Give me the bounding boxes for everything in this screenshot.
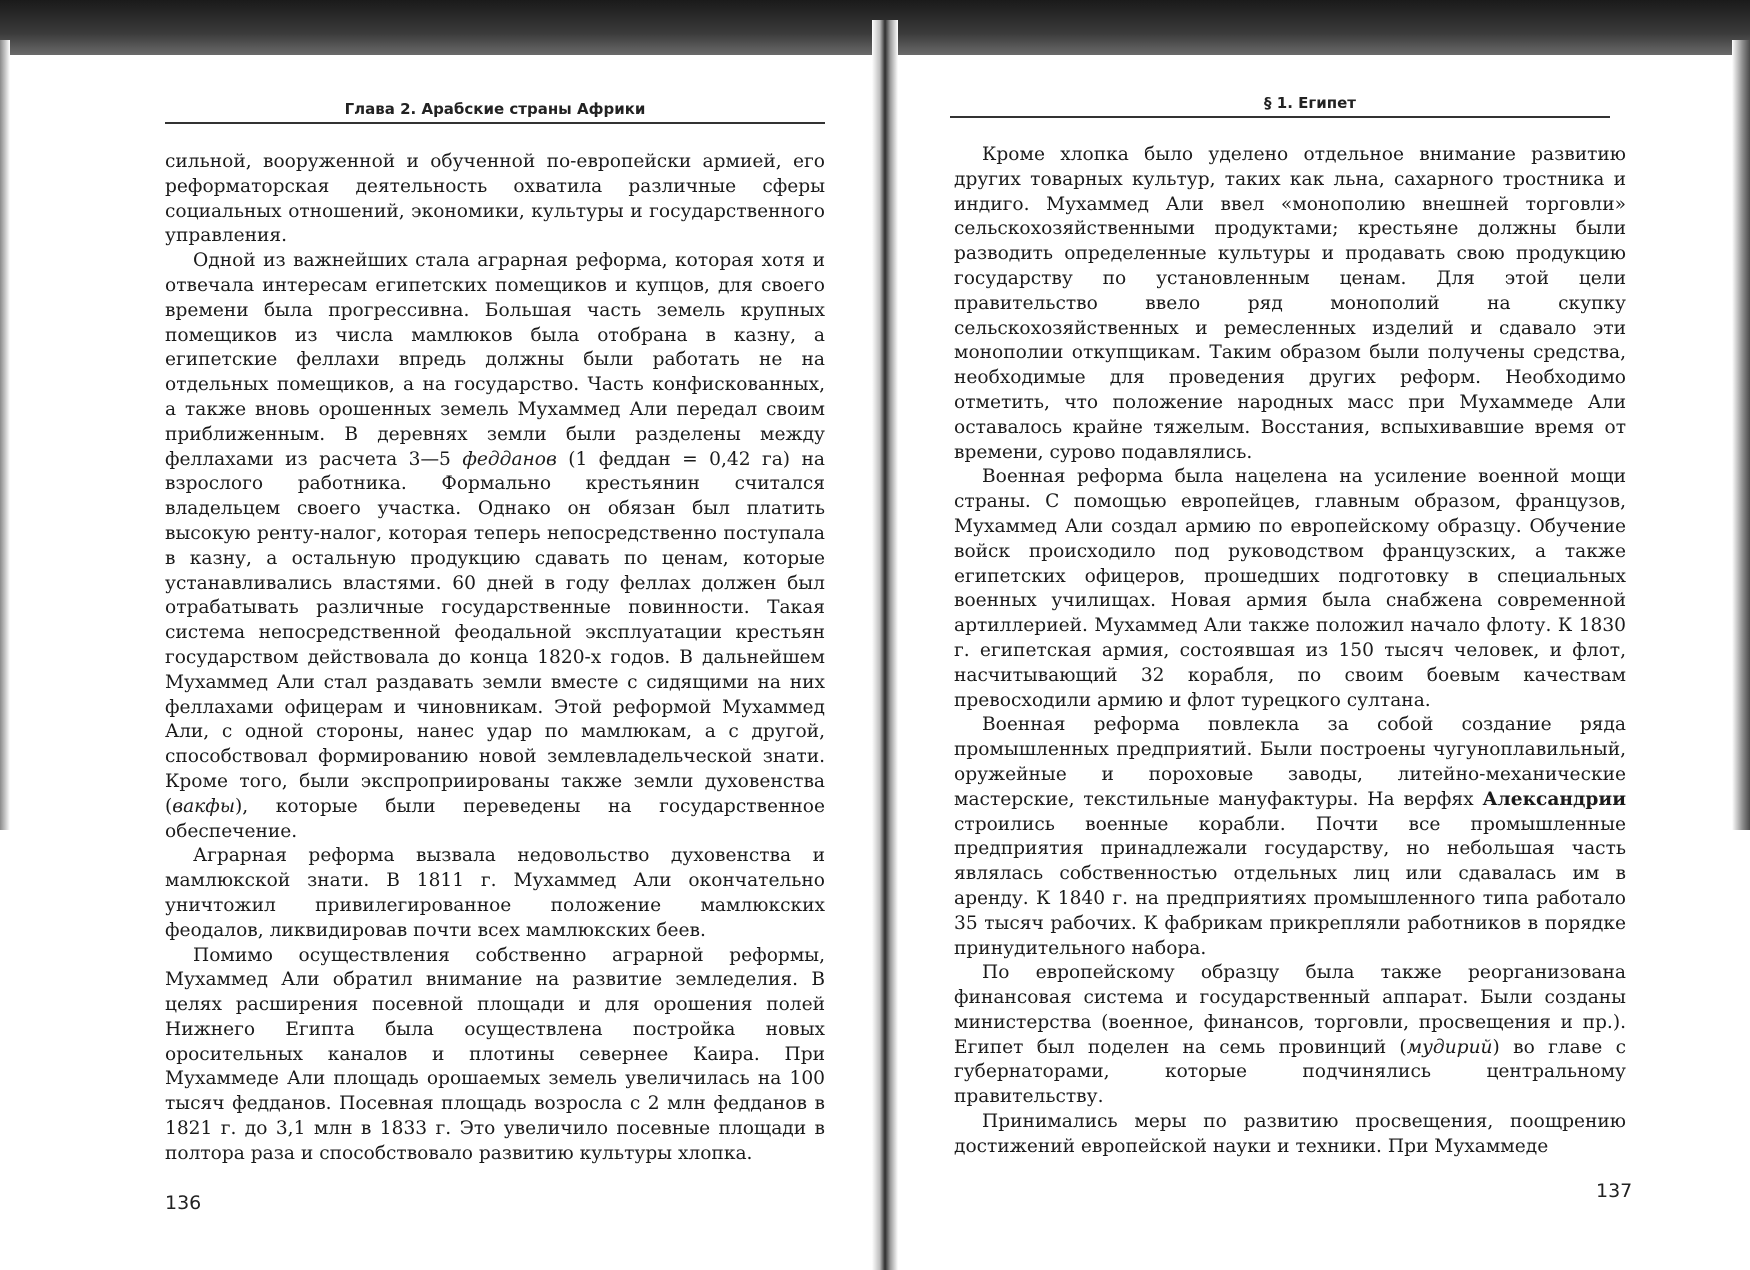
paragraph-text: Военная реформа повлекла за собой создание ряда промышленных предприятий. Были построены чугуноплавильный, оружейные и пороховые заводы, литейно-механические мастерские, текстильные мануфактуры. На верфях	[954, 714, 1626, 810]
header-rule	[165, 122, 825, 124]
paragraph-text: строились военные корабли. Почти все промышленные предприятия принадлежали государству, но небольшая часть являлась собственностью отдельных лиц или сдавалась им в аренду. К 1840 г. на предприятиях промышленного типа работало 35 тысяч рабочих. К фабрикам прикрепляли работников в порядке принудительного набора.	[954, 813, 1626, 959]
paragraph: Помимо осуществления собственно аграрной реформы, Мухаммед Али обратил внимание на развитие земледелия. В целях расширения посевной площади и для орошения полей Нижнего Египта была осуществлена постройка новых оросительных каналов и плотины севернее Каира. При Мухаммеде Али площадь орошаемых земель увеличилась на 100 тысяч федданов. Посевная площадь возросла с 2 млн федданов в 1821 г. до 3,1 млн в 1833 г. Это увеличило посевные площади в полтора раза и способствовало развитию культуры хлопка.	[165, 944, 825, 1164]
right-page	[898, 0, 1732, 1270]
italic-term: федданов	[462, 448, 557, 470]
paragraph-text: (1 феддан = 0,42 га) на взрослого работника. Формально крестьянин считался владельцем своего участка. Однако он обязан был платить высокую ренту-налог, которая теперь непосредственно поступала в казну, а остальную продукцию сдавать по ценам, которые устанавливались властями. 60 дней в году феллах должен был отрабатывать различные государственные повинности. Такая система непосредственной феодальной эксплуатации крестьян государством действовала до конца 1820-х годов. В дальнейшем Мухаммед Али стал раздавать земли вместе с сидящими на них феллахами офицерам и чиновникам. Этой реформой Мухаммед Али, с одной стороны, нанес удар по мамлюкам, а с другой, способствовал формированию новой землевладельческой знати. Кроме того, были экспроприированы также земли духовенства (	[165, 448, 825, 817]
bold-term: Александрии	[1482, 788, 1626, 810]
page-number: 137	[1596, 1180, 1633, 1202]
right-text-column	[954, 143, 1626, 1160]
paragraph-text: Одной из важнейших стала аграрная реформа, которая хотя и отвечала интересам египетских помещиков и купцов, для своего времени была прогрессивна. Большая часть земель крупных помещиков из числа мамлюков была отобрана в казну, а египетские феллахи впредь должны были работать не на отдельных помещиков, а на государство. Часть конфискованных, а также вновь орошенных земель Мухаммед Али передал своим приближенным. В деревнях земли были разделены между феллахами из расчета 3—5	[165, 250, 825, 470]
running-head-section: § 1. Египет	[1264, 94, 1356, 112]
italic-term: вакфы	[172, 795, 235, 817]
running-head-chapter: Глава 2. Арабские страны Африки	[344, 100, 646, 118]
paragraph-text: По европейскому образцу была также реорганизована финансовая система и государственный аппарат. Были созданы министерства (военное, финансов, торговли, просвещения и пр.). Египет был поделен на семь провинций (	[954, 962, 1626, 1058]
left-text-column	[165, 150, 825, 1167]
header-rule	[950, 116, 1610, 118]
paragraph: сильной, вооруженной и обученной по-европейски армией, его реформаторская деятельность охватила различные сферы социальных отношений, экономики, культуры и государственного управления.	[165, 151, 825, 247]
paragraph-text: ) во главе с губернаторами, которые подчинялись центральному правительству.	[954, 1036, 1626, 1108]
page-number: 136	[165, 1192, 202, 1214]
paragraph: Аграрная реформа вызвала недовольство духовенства и мамлюкской знати. В 1811 г. Мухаммед Али окончательно уничтожил привилегированное положение мамлюкских феодалов, ликвидировав почти всех мамлюкских беев.	[165, 845, 825, 941]
book-spine-shadow	[872, 20, 898, 1270]
paragraph-text: ), которые были переведены на государственное обеспечение.	[165, 795, 825, 842]
paragraph: Принимались меры по развитию просвещения, поощрению достижений европейской науки и техники. При Мухаммеде	[954, 1111, 1626, 1157]
scan-right-edge	[1732, 40, 1750, 830]
paragraph-agrarian-reform	[165, 249, 825, 844]
paragraph-finance	[954, 961, 1626, 1110]
left-page	[0, 0, 872, 1270]
paragraph: Военная реформа была нацелена на усиление военной мощи страны. С помощью европейцев, главным образом, французов, Мухаммед Али создал армию по европейскому образцу. Обучение войск происходило под руководством французских, а также египетских офицеров, прошедших подготовку в специальных военных училищах. Новая армия была снабжена современной артиллерией. Мухаммед Али также положил начало флоту. К 1830 г. египетская армия, состоявшая из 150 тысяч человек, и флот, насчитывающий 32 корабля, по своим боевым качествам превосходили армию и флот турецкого султана.	[954, 466, 1626, 711]
paragraph: Кроме хлопка было уделено отдельное внимание развитию других товарных культур, таких как льна, сахарного тростника и индиго. Мухаммед Али ввел «монополию внешней торговли» сельскохозяйственными продуктами; крестьяне должны были разводить определенные культуры и продавать свою продукцию государству по установленным ценам. Для этой цели правительство ввело ряд монополий на скупку сельскохозяйственных и ремесленных изделий и сдавало эти монополии откупщикам. Таким образом были получены средства, необходимые для проведения других реформ. Необходимо отметить, что положение народных масс при Мухаммеде Али оставалось крайне тяжелым. Восстания, вспыхивавшие время от времени, сурово подавлялись.	[954, 144, 1626, 463]
paragraph-industry	[954, 713, 1626, 961]
italic-term: мудирий	[1406, 1036, 1493, 1058]
